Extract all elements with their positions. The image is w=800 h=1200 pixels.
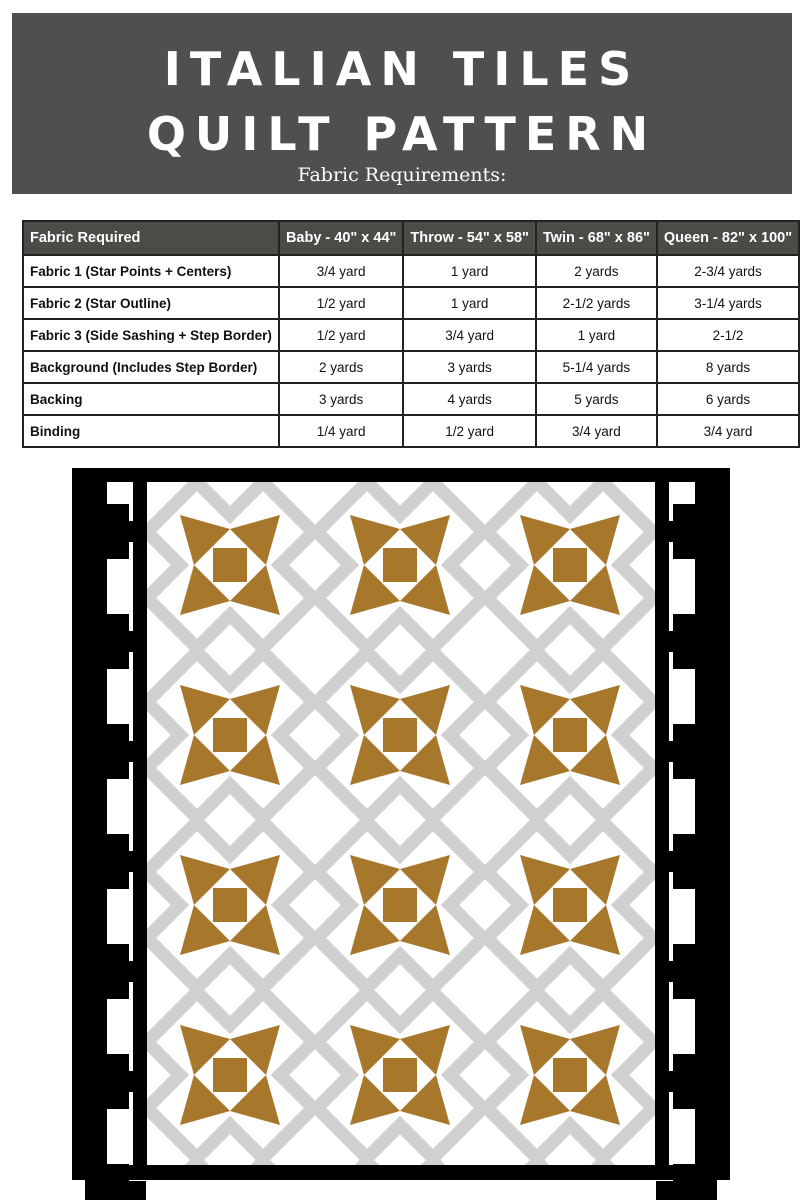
- table-header-row: [23, 221, 799, 255]
- table-row: [23, 351, 799, 383]
- star-block: [487, 992, 653, 1158]
- star-block: [147, 822, 313, 988]
- cell-throw: 1/2 yard: [403, 415, 536, 447]
- cell-twin: 3/4 yard: [536, 415, 657, 447]
- star-block: [147, 992, 313, 1158]
- cell-queen: 2-3/4 yards: [657, 255, 799, 287]
- cell-queen: 2-1/2: [657, 319, 799, 351]
- cell-queen: 3/4 yard: [657, 415, 799, 447]
- cell-queen: 8 yards: [657, 351, 799, 383]
- column-header-fabric: Fabric Required: [23, 221, 279, 255]
- fabric-requirements-table: [22, 220, 800, 448]
- row-label: Fabric 1 (Star Points + Centers): [23, 255, 279, 287]
- row-label: Fabric 2 (Star Outline): [23, 287, 279, 319]
- cell-queen: 3-1/4 yards: [657, 287, 799, 319]
- star-block: [147, 482, 313, 648]
- quilt-illustration: [0, 460, 800, 1200]
- cell-twin: 5 yards: [536, 383, 657, 415]
- cell-twin: 5-1/4 yards: [536, 351, 657, 383]
- cell-baby: 1/2 yard: [279, 319, 403, 351]
- cell-baby: 1/4 yard: [279, 415, 403, 447]
- table-row: [23, 287, 799, 319]
- table-row: [23, 255, 799, 287]
- column-header-baby: Baby - 40" x 44": [279, 221, 403, 255]
- star-block: [487, 652, 653, 818]
- star-block: [317, 992, 483, 1158]
- cell-throw: 4 yards: [403, 383, 536, 415]
- cell-baby: 2 yards: [279, 351, 403, 383]
- cell-baby: 1/2 yard: [279, 287, 403, 319]
- cell-queen: 6 yards: [657, 383, 799, 415]
- row-label: Backing: [23, 383, 279, 415]
- table-row: [23, 415, 799, 447]
- title-line-2: QUILT PATTERN: [146, 107, 658, 161]
- star-block: [487, 482, 653, 648]
- star-block: [487, 822, 653, 988]
- star-block: [147, 652, 313, 818]
- row-label: Background (Includes Step Border): [23, 351, 279, 383]
- table-row: [23, 319, 799, 351]
- cell-twin: 2 yards: [536, 255, 657, 287]
- star-block: [317, 652, 483, 818]
- column-header-queen: Queen - 82" x 100": [657, 221, 799, 255]
- star-block: [317, 822, 483, 988]
- subtitle: Fabric Requirements:: [297, 164, 507, 186]
- cell-baby: 3 yards: [279, 383, 403, 415]
- title-banner: [12, 13, 792, 194]
- cell-throw: 3 yards: [403, 351, 536, 383]
- cell-throw: 3/4 yard: [403, 319, 536, 351]
- cell-baby: 3/4 yard: [279, 255, 403, 287]
- column-header-twin: Twin - 68" x 86": [536, 221, 657, 255]
- star-block: [317, 482, 483, 648]
- cell-twin: 2-1/2 yards: [536, 287, 657, 319]
- quilt-diagram: [0, 460, 800, 1200]
- cell-twin: 1 yard: [536, 319, 657, 351]
- row-label: Fabric 3 (Side Sashing + Step Border): [23, 319, 279, 351]
- title-line-1: ITALIAN TILES: [163, 42, 641, 96]
- row-label: Binding: [23, 415, 279, 447]
- cell-throw: 1 yard: [403, 287, 536, 319]
- column-header-throw: Throw - 54" x 58": [403, 221, 536, 255]
- cell-throw: 1 yard: [403, 255, 536, 287]
- table-row: [23, 383, 799, 415]
